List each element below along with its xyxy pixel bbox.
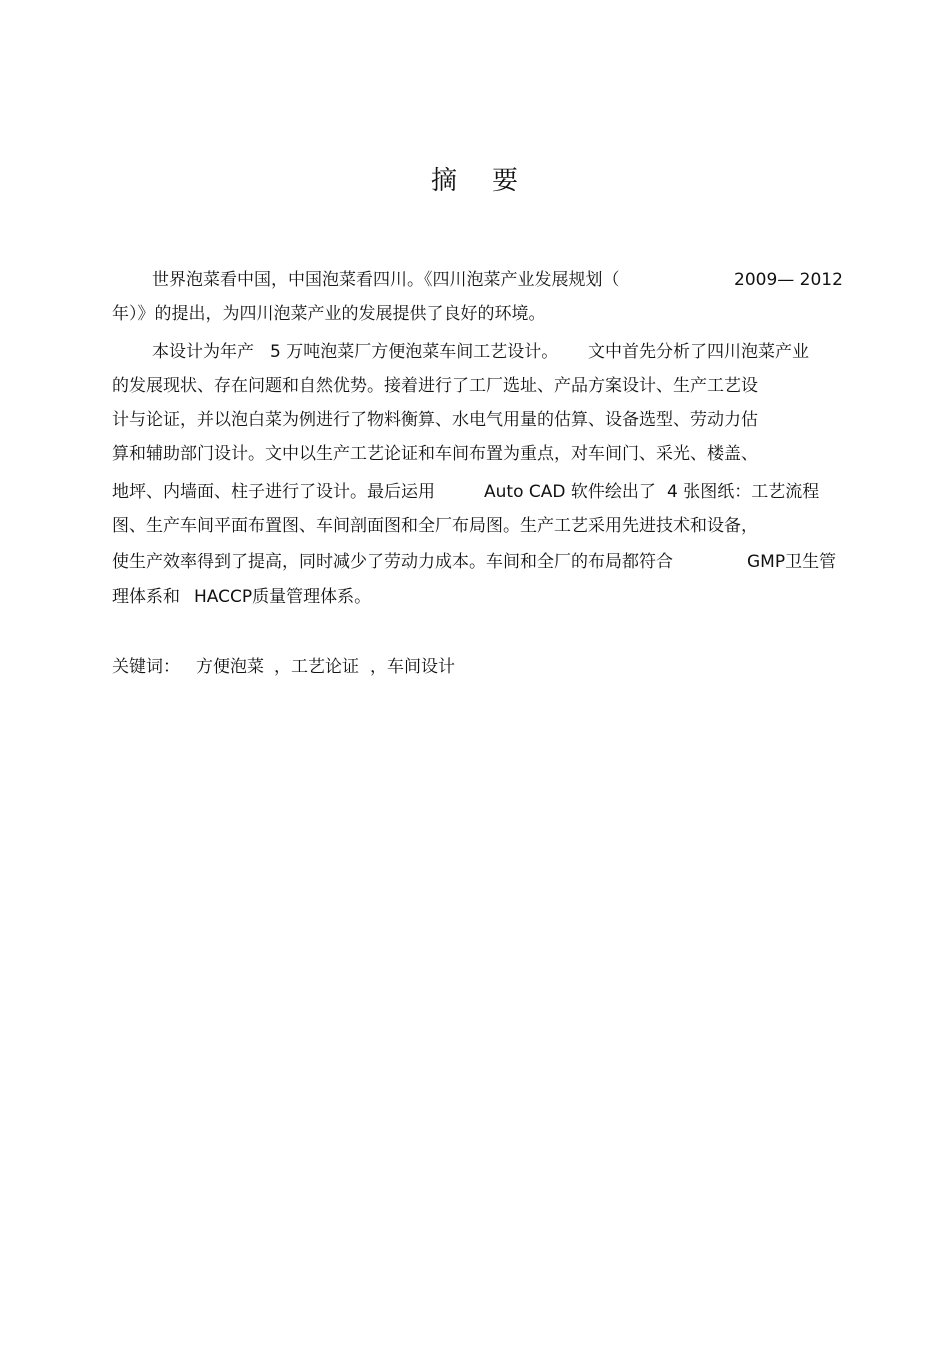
keyword-2: ，工艺论证 (274, 657, 359, 677)
paragraph1-line2: 年）》的提出，为四川泡菜产业的发展提供了良好的环境。 (112, 304, 546, 324)
paragraph2-line1-a: 本设计为年产 (152, 342, 254, 362)
paragraph2-line4: 算和辅助部门设计。文中以生产工艺论证和车间布置为重点，对车间门、采光、楼盖、 (112, 444, 758, 464)
paragraph2-line5-a: 地坪、内墙面、柱子进行了设计。最后运用 (112, 482, 435, 502)
paragraph2-line8-a: 理体系和 (112, 587, 180, 607)
paragraph2-line1-b: 5 万吨泡菜厂方便泡菜车间工艺设计。 (270, 342, 559, 362)
keywords-label: 关键词： (112, 657, 180, 677)
paragraph1-years: 2009— 2012 (734, 270, 843, 290)
title-char-1: 摘 (430, 166, 458, 196)
paragraph2-line5-b: Auto CAD 软件绘出了 (484, 482, 656, 502)
paragraph2-line8-b: HACCP质量管理体系。 (194, 587, 372, 607)
keyword-3: ，车间设计 (370, 657, 455, 677)
paragraph2-line7-b: GMP卫生管 (747, 552, 837, 572)
paragraph2-line3: 计与论证，并以泡白菜为例进行了物料衡算、水电气用量的估算、设备选型、劳动力估 (112, 410, 758, 430)
abstract-title (0, 160, 950, 197)
paragraph1-line1: 世界泡菜看中国，中国泡菜看四川。《四川泡菜产业发展规划（ (152, 270, 620, 290)
paragraph2-line5-c: 4 张图纸：工艺流程 (667, 482, 820, 502)
keyword-1: 方便泡菜 (196, 657, 264, 677)
paragraph2-line1-c: 文中首先分析了四川泡菜产业 (588, 342, 809, 362)
paragraph2-line7-a: 使生产效率得到了提高，同时减少了劳动力成本。车间和全厂的布局都符合 (112, 552, 673, 572)
title-char-2: 要 (492, 166, 520, 196)
paragraph2-line6: 图、生产车间平面布置图、车间剖面图和全厂布局图。生产工艺采用先进技术和设备， (112, 516, 758, 536)
paragraph2-line2: 的发展现状、存在问题和自然优势。接着进行了工厂选址、产品方案设计、生产工艺设 (112, 376, 758, 396)
